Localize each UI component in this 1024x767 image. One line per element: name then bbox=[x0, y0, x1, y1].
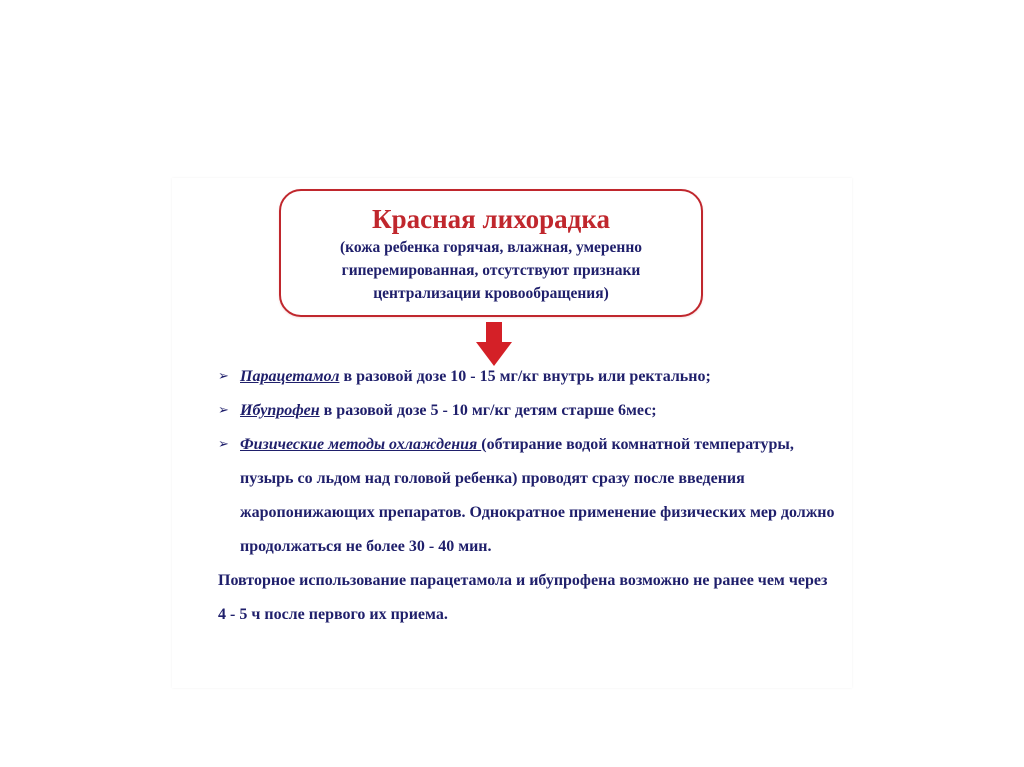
drug-name: Ибупрофен bbox=[240, 402, 320, 419]
method-name: Физические методы охлаждения bbox=[240, 436, 482, 453]
list-item bbox=[218, 360, 838, 394]
arrow-bullet-icon: ➢ bbox=[218, 437, 229, 452]
slide-title: Красная лихорадка bbox=[372, 204, 610, 234]
bullet-text: (обтирание водой комнатной температуры, пузырь со льдом над головой ребенка) проводят сразу после введения жаропонижающих препаратов. Однократное применение физических мер должно продолжаться не более 30 - 40 мин. bbox=[240, 436, 835, 555]
list-item bbox=[218, 428, 838, 564]
title-box bbox=[279, 189, 703, 317]
arrow-bullet-icon: ➢ bbox=[218, 369, 229, 384]
slide-subtitle: (кожа ребенка горячая, влажная, умеренно гиперемированная, отсутствуют признаки централизации кровообращения) bbox=[339, 239, 643, 302]
arrow-bullet-icon: ➢ bbox=[218, 403, 229, 418]
content bbox=[218, 360, 838, 632]
drug-name: Парацетамол bbox=[240, 368, 340, 385]
bullet-text: в разовой дозе 10 - 15 мг/кг внутрь или ректально; bbox=[339, 368, 711, 385]
note-text: Повторное использование парацетамола и ибупрофена возможно не ранее чем через 4 - 5 ч после первого их приема. bbox=[218, 572, 828, 623]
bullet-text: в разовой дозе 5 - 10 мг/кг детям старше 6мес; bbox=[319, 402, 657, 419]
list-item bbox=[218, 394, 838, 428]
